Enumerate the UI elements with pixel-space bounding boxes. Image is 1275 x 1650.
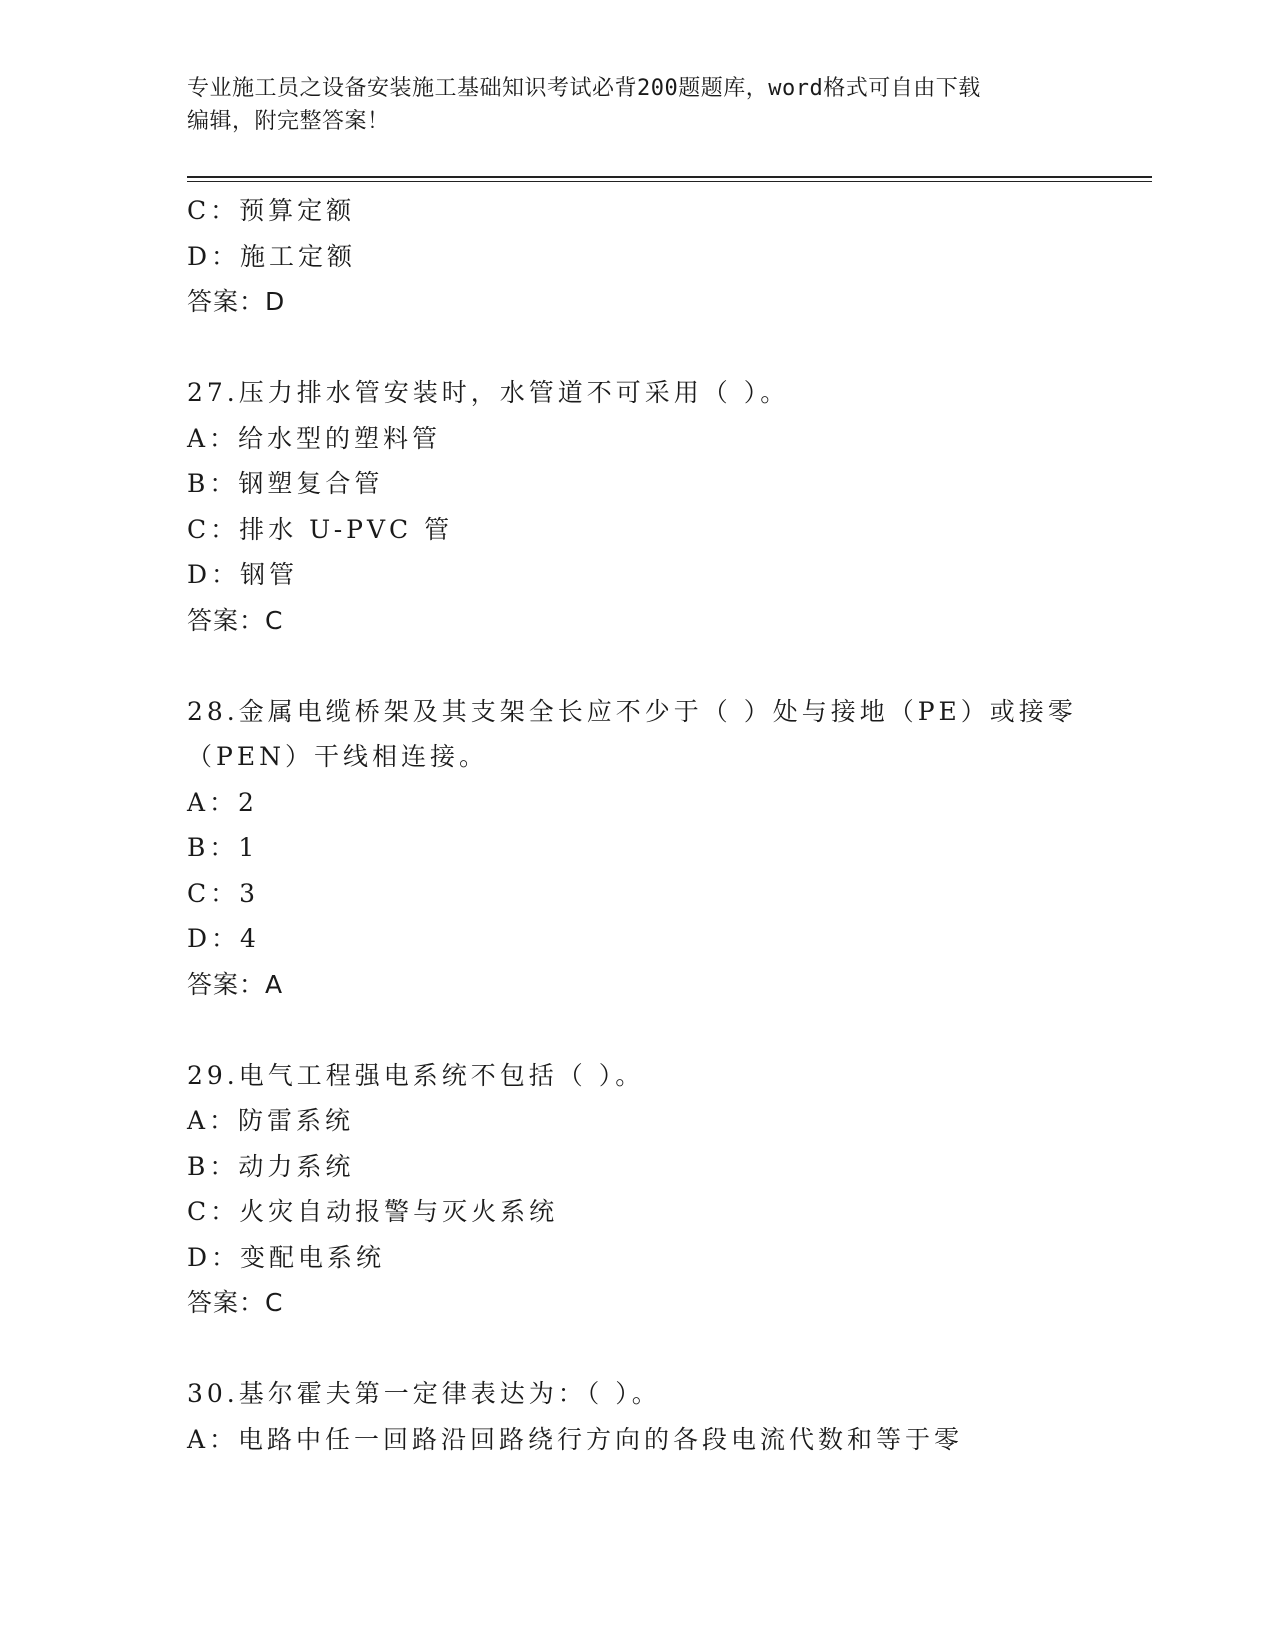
option-line: D：4 xyxy=(187,924,260,953)
spacer xyxy=(187,643,1087,689)
option-line: C：预算定额 xyxy=(187,196,356,225)
spacer xyxy=(187,1007,1087,1053)
header-title-line-1: 专业施工员之设备安装施工基础知识考试必背200题题库，word格式可自由下载 xyxy=(187,76,981,101)
option-line: A：给水型的塑料管 xyxy=(187,423,442,453)
answer-line: 答案：A xyxy=(187,969,284,999)
question-28 xyxy=(187,689,1087,1008)
option-line: C：3 xyxy=(187,878,260,908)
option-line: C：火灾自动报警与灭火系统 xyxy=(187,1197,559,1226)
option-line: A：2 xyxy=(187,787,258,817)
header-title-line-2: 编辑，附完整答案！ xyxy=(187,109,390,134)
question-30 xyxy=(187,1371,1087,1462)
question-stem: 27.压力排水管安装时，水管道不可采用（ ）。 xyxy=(187,378,790,407)
option-line: B：动力系统 xyxy=(187,1151,355,1181)
option-line: C：排水 U-PVC 管 xyxy=(187,514,454,544)
question-stem: 29.电气工程强电系统不包括（ ）。 xyxy=(187,1060,645,1090)
question-stem: 30.基尔霍夫第一定律表达为：（ ）。 xyxy=(187,1379,661,1408)
option-line: A：防雷系统 xyxy=(187,1106,355,1135)
question-29 xyxy=(187,1053,1087,1326)
question-27 xyxy=(187,370,1087,643)
question-stem-continued: （PEN）干线相连接。 xyxy=(187,742,488,771)
carryover-question xyxy=(187,188,1087,325)
header-divider-thin xyxy=(187,181,1152,182)
option-line: D：钢管 xyxy=(187,560,299,589)
option-line: D：施工定额 xyxy=(187,241,357,271)
answer-line: 答案：D xyxy=(187,287,286,316)
spacer xyxy=(187,325,1087,371)
page-header xyxy=(187,72,1087,138)
answer-line: 答案：C xyxy=(187,605,284,635)
answer-line: 答案：C xyxy=(187,1288,284,1317)
option-line: B：1 xyxy=(187,833,259,862)
header-divider-thick xyxy=(187,176,1152,178)
option-line: D：变配电系统 xyxy=(187,1242,386,1272)
option-line: A：电路中任一回路沿回路绕行方向的各段电流代数和等于零 xyxy=(187,1424,964,1454)
option-line: B：钢塑复合管 xyxy=(187,469,384,498)
question-content xyxy=(187,188,1087,1462)
question-stem: 28.金属电缆桥架及其支架全长应不少于（ ）处与接地（PE）或接零 xyxy=(187,696,1077,726)
spacer xyxy=(187,1326,1087,1372)
